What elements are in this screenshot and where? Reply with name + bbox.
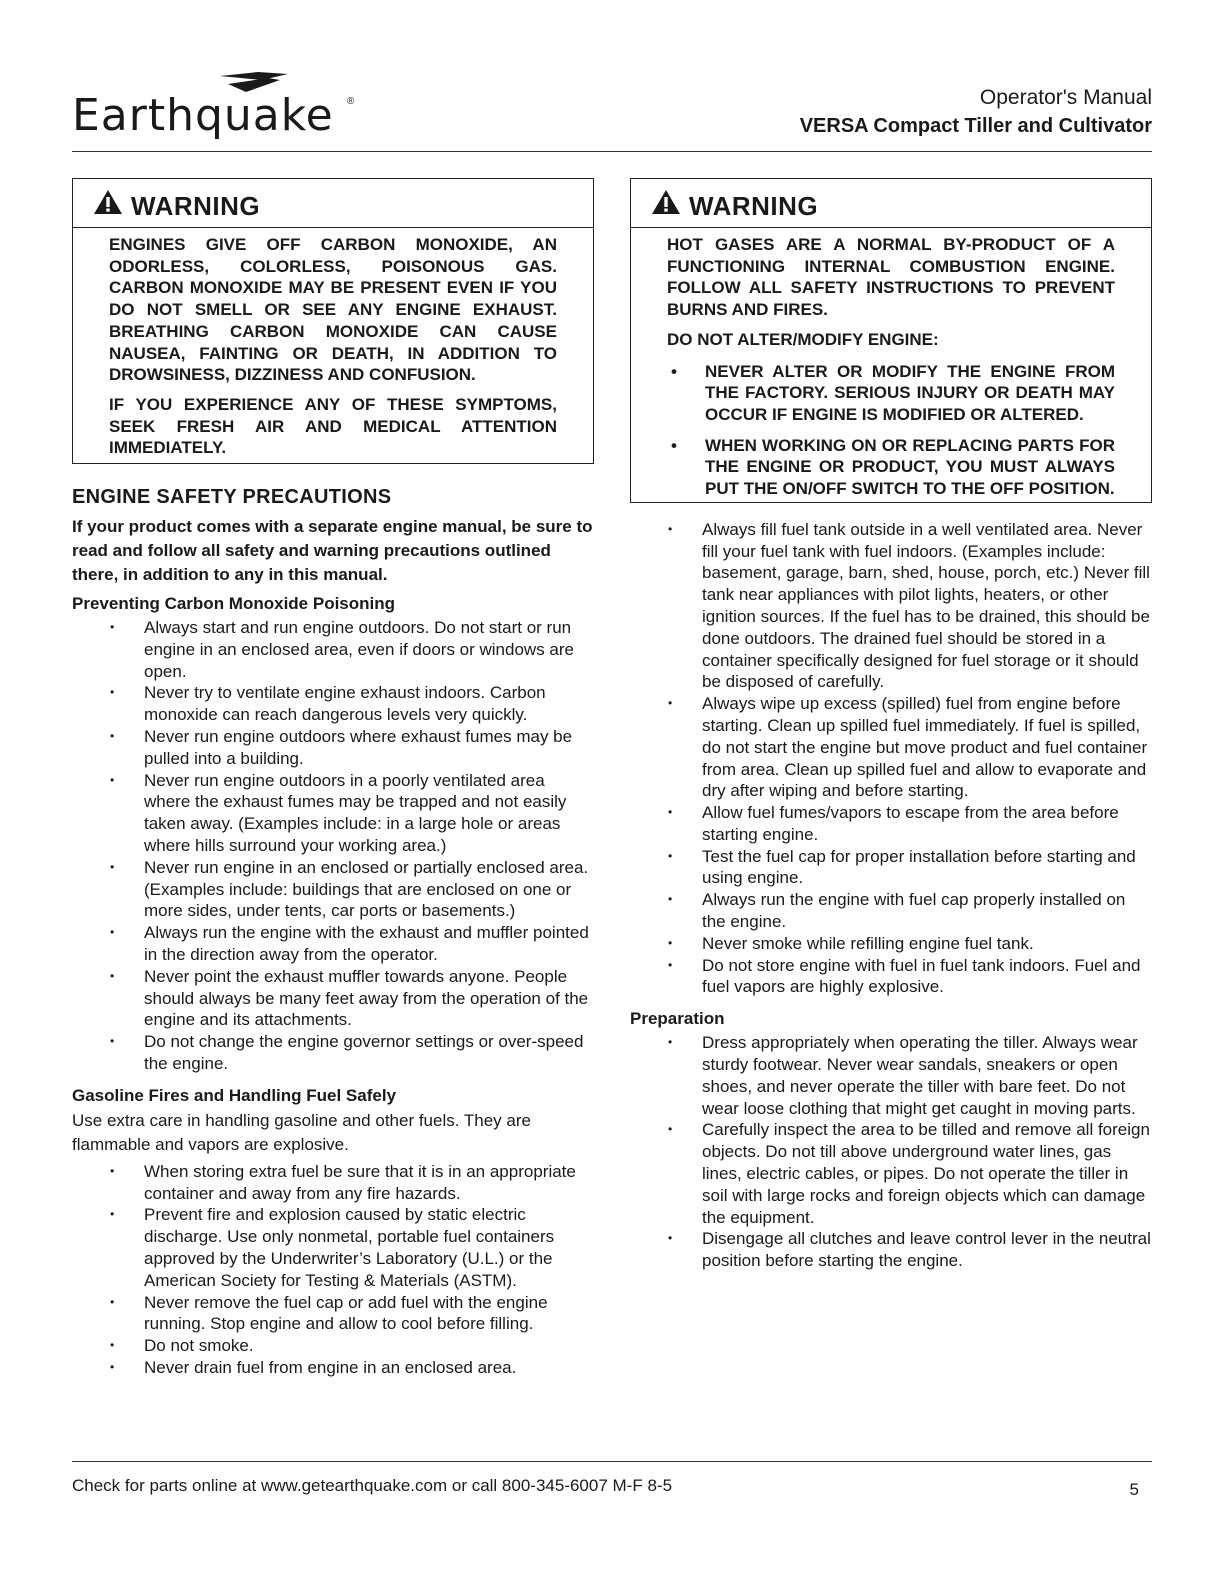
list-item: • Always run the engine with fuel cap properly installed on the engine.	[630, 889, 1152, 933]
list-item: • Allow fuel fumes/vapors to escape from the area before starting engine.	[630, 802, 1152, 846]
warning-triangle-icon	[93, 189, 123, 215]
list-item: • Always wipe up excess (spilled) fuel from engine before starting. Clean up spilled fuel immediately. If fuel is spilled, do not start the engine but move product and fuel container from area. Clean up spilled fuel and allow to evaporate and dry after wiping and before starting.	[630, 693, 1152, 802]
fuel-safety-list	[630, 519, 1152, 999]
warning-subhead: DO NOT ALTER/MODIFY ENGINE:	[667, 329, 939, 349]
list-item: • Always start and run engine outdoors. Do not start or run engine in an enclosed area, even if doors or windows are open.	[72, 617, 594, 682]
registered-mark: ®	[347, 96, 355, 107]
list-item: • Never run engine outdoors where exhaust fumes may be pulled into a building.	[72, 726, 594, 770]
warning-box-carbon-monoxide	[72, 178, 594, 464]
list-item: • Never smoke while refilling engine fuel tank.	[630, 933, 1152, 955]
warning-box-hot-gases	[630, 178, 1152, 503]
list-item: • Carefully inspect the area to be tilled and remove all foreign objects. Do not till above underground water lines, gas lines, electric cables, or pipes. Do not operate the tiller in soil with large rocks and foreign objects which can damage the equipment.	[630, 1119, 1152, 1228]
footer-divider	[72, 1461, 1152, 1462]
list-item: • Prevent fire and explosion caused by static electric discharge. Use only nonmetal, portable fuel containers approved by the Underwriter’s Laboratory (U.L.) or the American Society for Testing & Materials (ASTM).	[72, 1204, 594, 1291]
warning-paragraph: IF YOU EXPERIENCE ANY OF THESE SYMPTOMS, SEEK FRESH AIR AND MEDICAL ATTENTION IMMEDIATELY.	[109, 394, 557, 458]
subsection-title-carbon-monoxide: Preventing Carbon Monoxide Poisoning	[72, 594, 396, 614]
warning-body	[73, 228, 593, 463]
section-intro: If your product comes with a separate engine manual, be sure to read and follow all safety and warning precautions outlined there, in addition to any in this manual.	[72, 517, 593, 585]
list-item: • Never run engine outdoors in a poorly ventilated area where the exhaust fumes may be trapped and not easily taken away. (Examples include: in a large hole or areas where hills surround your working area.)	[72, 770, 594, 857]
warning-title: WARNING	[689, 191, 819, 221]
preparation-list	[630, 1032, 1152, 1272]
warning-body	[631, 228, 1151, 500]
list-item: • Always run the engine with the exhaust and muffler pointed in the direction away from the operator.	[72, 922, 594, 966]
page-header	[72, 68, 1152, 152]
list-item: • Never run engine in an enclosed or partially enclosed area. (Examples include: buildings that are enclosed on one or more sides, under tents, car ports or basements.)	[72, 857, 594, 922]
manual-subtitle: Operator's Manual	[979, 86, 1152, 109]
warning-paragraph: ENGINES GIVE OFF CARBON MONOXIDE, AN ODORLESS, COLORLESS, POISONOUS GAS. CARBON MONOXIDE MAY BE PRESENT EVEN IF YOU DO NOT SMELL OR SEE ANY ENGINE EXHAUST. BREATHING CARBON MONOXIDE CAN CAUSE NAUSEA, FAINTING OR DEATH, IN ADDITION TO DROWSINESS, DIZZINESS AND CONFUSION.	[109, 235, 557, 385]
left-column	[72, 178, 594, 1379]
list-item: • Test the fuel cap for proper installation before starting and using engine.	[630, 846, 1152, 890]
warning-title: WARNING	[131, 191, 261, 221]
subsection-title-gasoline: Gasoline Fires and Handling Fuel Safely	[72, 1085, 397, 1105]
gasoline-intro: Use extra care in handling gasoline and other fuels. They are flammable and vapors are explosive.	[72, 1110, 531, 1154]
section-title: ENGINE SAFETY PRECAUTIONS	[72, 486, 392, 509]
manual-title: VERSA Compact Tiller and Cultivator	[799, 115, 1152, 137]
warning-triangle-icon	[651, 189, 681, 215]
brand-logo	[72, 68, 372, 148]
list-item: • Do not store engine with fuel in fuel tank indoors. Fuel and fuel vapors are highly explosive.	[630, 955, 1152, 999]
list-item: • Always fill fuel tank outside in a well ventilated area. Never fill your fuel tank with fuel indoors. (Examples include: basement, garage, barn, shed, house, porch, etc.) Never fill tank near appliances with pilot lights, heaters, or other ignition sources. If the fuel has to be drained, this should be done outdoors. The drained fuel should be stored in a container specifically designed for fuel storage or it should be disposed of carefully.	[630, 519, 1152, 693]
list-item: • When storing extra fuel be sure that it is in an appropriate container and away from any fire hazards.	[72, 1161, 594, 1205]
list-item: • Never point the exhaust muffler towards anyone. People should always be many feet away from the operation of the engine and its attachments.	[72, 966, 594, 1031]
warning-list-item: • WHEN WORKING ON OR REPLACING PARTS FOR THE ENGINE OR PRODUCT, YOU MUST ALWAYS PUT THE ON/OFF SWITCH TO THE OFF POSITION.	[667, 435, 1115, 500]
list-item: • Never try to ventilate engine exhaust indoors. Carbon monoxide can reach dangerous levels very quickly.	[72, 682, 594, 726]
list-item: • Disengage all clutches and leave control lever in the neutral position before starting the engine.	[630, 1228, 1152, 1272]
list-item: • Do not change the engine governor settings or over-speed the engine.	[72, 1031, 594, 1075]
warning-list-item: • NEVER ALTER OR MODIFY THE ENGINE FROM THE FACTORY. SERIOUS INJURY OR DEATH MAY OCCUR IF ENGINE IS MODIFIED OR ALTERED.	[667, 361, 1115, 426]
list-item: • Never drain fuel from engine in an enclosed area.	[72, 1357, 594, 1379]
list-item: • Never remove the fuel cap or add fuel with the engine running. Stop engine and allow to cool before filling.	[72, 1292, 594, 1336]
header-divider	[72, 151, 1152, 152]
list-item: • Dress appropriately when operating the tiller. Always wear sturdy footwear. Never wear sandals, sneakers or open shoes, and never operate the tiller with bare feet. Do not wear loose clothing that might get caught in moving parts.	[630, 1032, 1152, 1119]
warning-header	[631, 179, 1151, 228]
subsection-title-preparation: Preparation	[630, 1009, 725, 1029]
page-number: 5	[1129, 1480, 1139, 1499]
logo-text: Earthquake	[72, 90, 334, 141]
right-column	[630, 178, 1152, 1272]
warning-list	[667, 361, 1115, 500]
warning-header	[73, 179, 593, 228]
gasoline-list	[72, 1161, 594, 1379]
warning-paragraph: HOT GASES ARE A NORMAL BY-PRODUCT OF A FUNCTIONING INTERNAL COMBUSTION ENGINE. FOLLOW ALL SAFETY INSTRUCTIONS TO PREVENT BURNS AND FIRES.	[667, 235, 1115, 320]
header-titles	[800, 84, 1152, 140]
list-item: • Do not smoke.	[72, 1335, 594, 1357]
footer-text: Check for parts online at www.getearthquake.com or call 800-345-6007 M-F 8-5	[72, 1476, 673, 1495]
carbon-monoxide-list	[72, 617, 594, 1075]
